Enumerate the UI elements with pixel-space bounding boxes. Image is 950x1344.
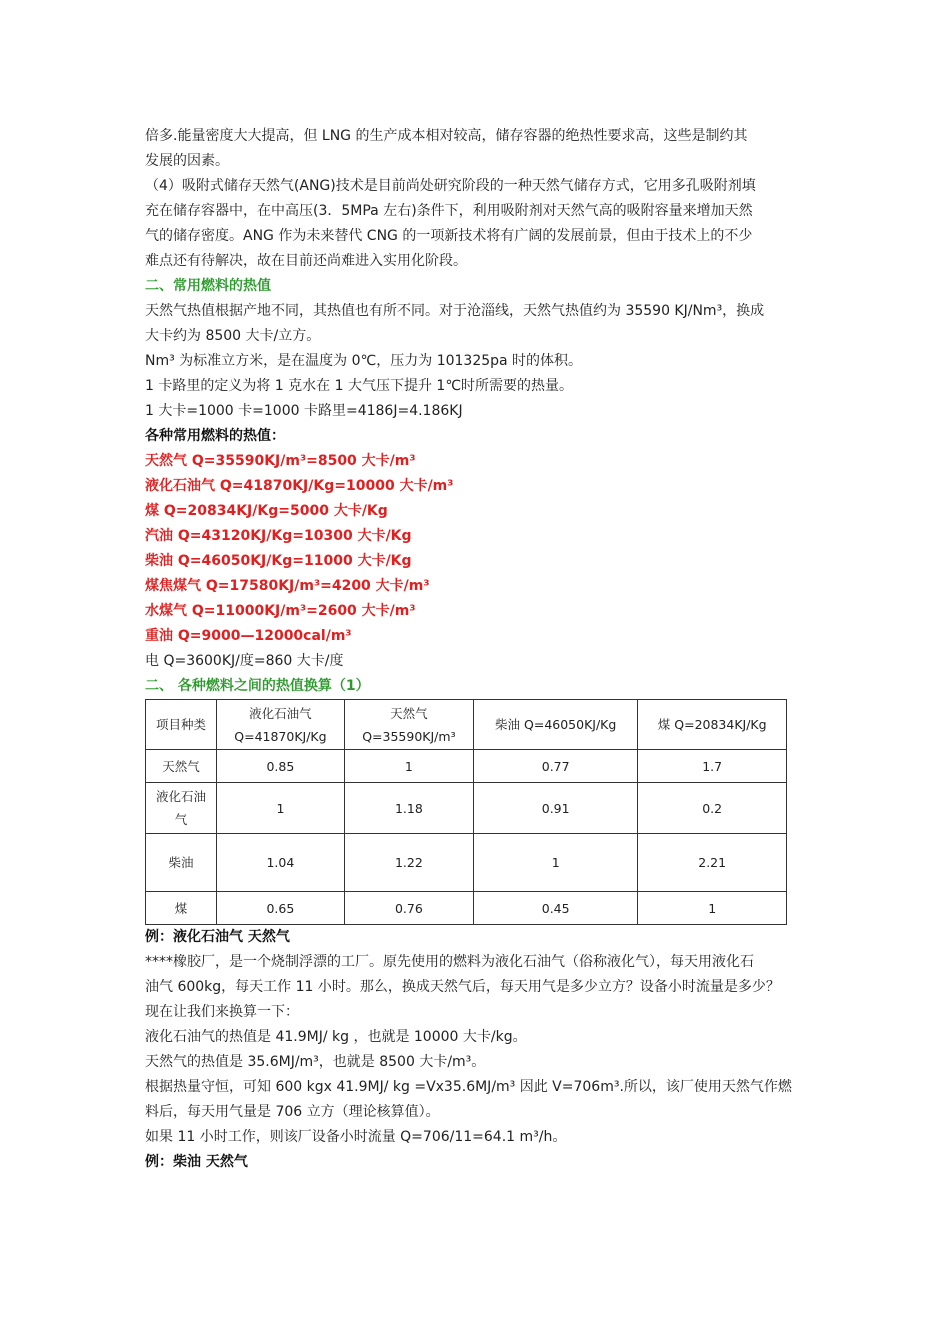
text-line: 1 卡路里的定义为将 1 克水在 1 大气压下提升 1℃时所需要的热量。: [145, 378, 574, 394]
table-cell: 0.65: [217, 892, 345, 925]
fuel-item: 汽油 Q=43120KJ/Kg=10300 大卡/Kg: [145, 528, 412, 544]
row-label: 柴油: [146, 834, 217, 892]
header-line: 天然气: [390, 705, 428, 721]
text-line: 根据热量守恒，可知 600 kgx 41.9MJ/ kg =Vx35.6MJ/m³ 因此 V=706m³.所以，该厂使用天然气作燃: [145, 1079, 792, 1095]
text-line: 充在储存容器中，在中高压(3．5MPa 左右)条件下，利用吸附剂对天然气高的吸附容量来增加天然: [145, 203, 753, 219]
header-line: 液化石油气: [249, 705, 312, 721]
table-cell: 1: [473, 834, 637, 892]
fuel-list-heading: 各种常用燃料的热值：: [145, 428, 285, 444]
table-cell: 1: [217, 783, 345, 834]
table-header-cell: [344, 700, 473, 750]
row-label: 天然气: [146, 750, 217, 783]
text-line: 发展的因素。: [145, 153, 229, 169]
row-label: [146, 783, 217, 834]
table-cell: 0.77: [473, 750, 637, 783]
text-line: 天然气热值根据产地不同，其热值也有所不同。对于沧淄线，天然气热值约为 35590 KJ/Nm³，换成: [145, 303, 765, 319]
table-cell: 1.04: [217, 834, 345, 892]
document-page: [145, 124, 815, 1175]
header-line: 柴油 Q=46050KJ/Kg: [495, 717, 617, 732]
table-header-cell: [638, 700, 787, 750]
text-line: 现在让我们来换算一下：: [145, 1004, 299, 1020]
table-cell: 0.2: [638, 783, 787, 834]
header-line: Q=41870KJ/Kg: [234, 728, 327, 744]
row-label-line: 液化石油: [155, 789, 206, 804]
text-line: 如果 11 小时工作，则该厂设备小时流量 Q=706/11=64.1 m³/h。: [145, 1129, 567, 1145]
table-cell: 1.18: [344, 783, 473, 834]
fuel-list: [145, 449, 815, 674]
text-line: 倍多.能量密度大大提高，但 LNG 的生产成本相对较高，储存容器的绝热性要求高，这些是制约其: [145, 128, 748, 144]
example-heading-diesel: 例：柴油 天然气: [145, 1154, 248, 1170]
fuel-item-electric: 电 Q=3600KJ/度=860 大卡/度: [145, 653, 344, 669]
fuel-item: 煤 Q=20834KJ/Kg=5000 大卡/Kg: [145, 503, 388, 519]
table-cell: 0.91: [473, 783, 637, 834]
table-cell: 1: [344, 750, 473, 783]
text-line: 料后，每天用气量是 706 立方（理论核算值）。: [145, 1104, 440, 1120]
conversion-table: [145, 699, 787, 925]
intro-paragraphs: [145, 124, 815, 274]
table-cell: 0.85: [217, 750, 345, 783]
table-header-cell: [217, 700, 345, 750]
table-cell: 1: [638, 892, 787, 925]
row-label: 煤: [146, 892, 217, 925]
example1-text: [145, 950, 815, 1150]
text-line: 天然气的热值是 35.6MJ/m³，也就是 8500 大卡/m³。: [145, 1054, 486, 1070]
text-line: ****橡胶厂，是一个烧制浮漂的工厂。原先使用的燃料为液化石油气（俗称液化气），每天用液化石: [145, 954, 754, 970]
fuel-item: 水煤气 Q=11000KJ/m³=2600 大卡/m³: [145, 603, 416, 619]
header-line: Q=35590KJ/m³: [362, 728, 456, 744]
fuel-item: 天然气 Q=35590KJ/m³=8500 大卡/m³: [145, 453, 416, 469]
text-line: 油气 600kg，每天工作 11 小时。那么，换成天然气后，每天用气是多少立方？设备小时流量是多少？: [145, 979, 780, 995]
table-row: [146, 750, 787, 783]
text-line: 难点还有待解决，故在目前还尚难进入实用化阶段。: [145, 253, 467, 269]
row-label-line: 气: [174, 812, 188, 827]
section-heading-calorific-values: 二、常用燃料的热值: [145, 278, 271, 294]
text-line: 气的储存密度。ANG 作为未来替代 CNG 的一项新技术将有广阔的发展前景，但由于技术上的不少: [145, 228, 753, 244]
header-line: 煤 Q=20834KJ/Kg: [657, 717, 767, 732]
table-cell: 2.21: [638, 834, 787, 892]
text-line: 大卡约为 8500 大卡/立方。: [145, 328, 321, 344]
example-heading-lpg: 例：液化石油气 天然气: [145, 929, 290, 945]
text-line: 1 大卡=1000 卡=1000 卡路里=4186J=4.186KJ: [145, 403, 463, 419]
fuel-item: 柴油 Q=46050KJ/Kg=11000 大卡/Kg: [145, 553, 412, 569]
section2-text: [145, 299, 815, 424]
table-row: [146, 783, 787, 834]
table-header-cell: [473, 700, 637, 750]
table-cell: 0.76: [344, 892, 473, 925]
text-line: Nm³ 为标准立方米，是在温度为 0℃，压力为 101325pa 时的体积。: [145, 353, 583, 369]
table-corner-cell: 项目种类: [146, 700, 217, 750]
fuel-item: 液化石油气 Q=41870KJ/Kg=10000 大卡/m³: [145, 478, 454, 494]
table-cell: 1.7: [638, 750, 787, 783]
table-row: [146, 834, 787, 892]
text-line: （4）吸附式储存天然气(ANG)技术是目前尚处研究阶段的一种天然气储存方式，它用多孔吸附剂填: [145, 178, 756, 194]
table-cell: 0.45: [473, 892, 637, 925]
text-line: 液化石油气的热值是 41.9MJ/ kg ，也就是 10000 大卡/kg。: [145, 1029, 527, 1045]
fuel-item: 重油 Q=9000—12000cal/m³: [145, 628, 352, 644]
table-header-row: [146, 700, 787, 750]
fuel-item: 煤焦煤气 Q=17580KJ/m³=4200 大卡/m³: [145, 578, 430, 594]
section-heading-conversion: 二、 各种燃料之间的热值换算（1）: [145, 678, 370, 694]
table-cell: 1.22: [344, 834, 473, 892]
table-row: [146, 892, 787, 925]
